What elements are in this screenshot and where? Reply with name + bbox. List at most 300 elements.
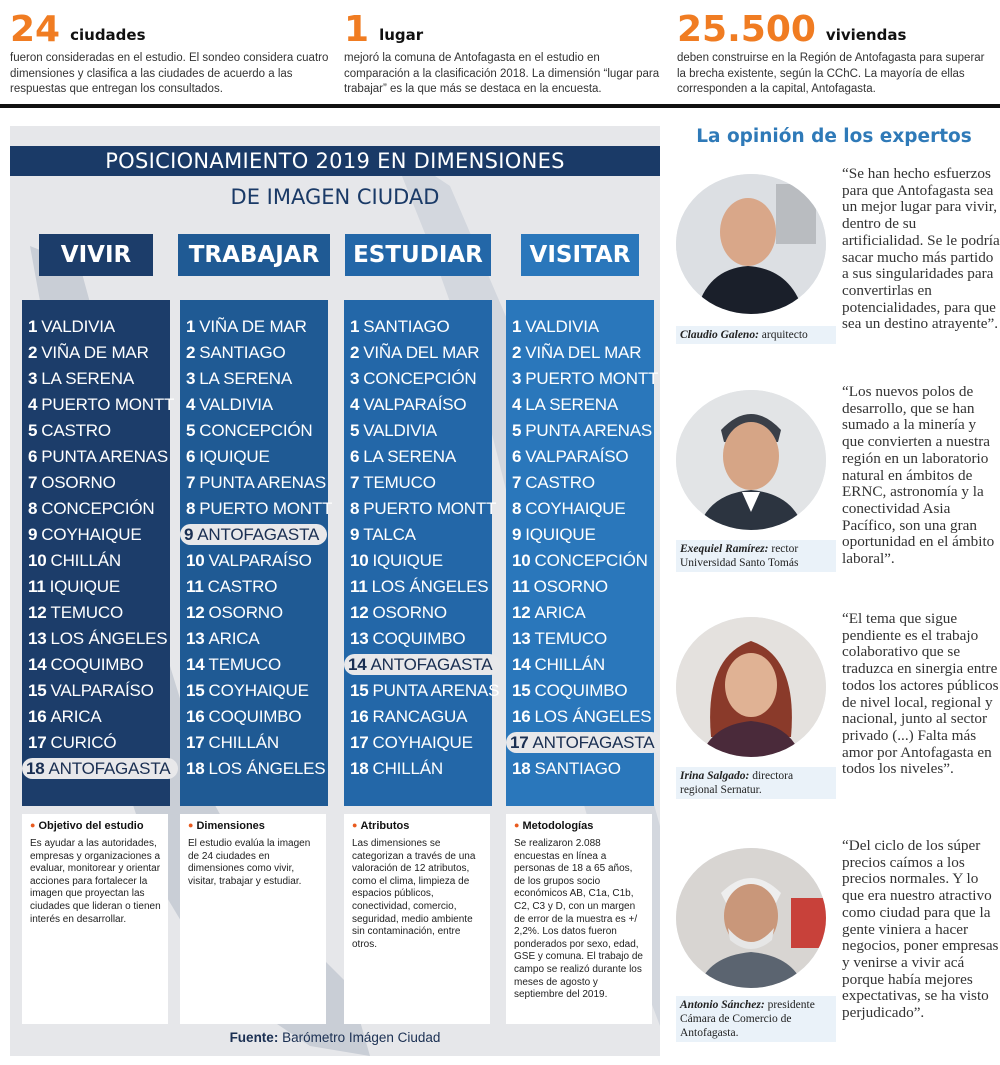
city-name: IQUIQUE bbox=[525, 525, 596, 544]
ranking-row bbox=[22, 756, 170, 782]
ranking-entry bbox=[512, 421, 652, 440]
ranking-row bbox=[344, 496, 497, 522]
note-body: Las dimensiones se categorizan a través de una valoración de 12 atributos, como el clima, limpieza de espacios públicos, conectividad, comercio, seguridad, medio ambiente sin contaminación, entre otros. bbox=[352, 838, 476, 950]
ranking-entry bbox=[512, 525, 596, 544]
source-label: Fuente: bbox=[229, 1030, 279, 1045]
city-name: CONCEPCIÓN bbox=[199, 421, 313, 440]
rank-number: 8 bbox=[350, 499, 360, 518]
city-name: IQUIQUE bbox=[372, 551, 443, 570]
rank-number: 4 bbox=[28, 395, 38, 414]
stat-cities bbox=[10, 9, 330, 98]
expert-quote: “Los nuevos polos de desarrollo, que se han sumado a la minería y que convierten a nuestra región en un laboratorio natural en ámbitos de ERNC, astronomía y la conectividad Asia Pacífico, son una gran oportunidad en el ámbito laboral”. bbox=[842, 383, 995, 568]
city-name: VIÑA DE MAR bbox=[41, 343, 149, 362]
rank-number: 8 bbox=[512, 499, 522, 518]
rank-number: 17 bbox=[350, 733, 369, 752]
city-name: LA SERENA bbox=[363, 447, 456, 466]
stat-housing bbox=[677, 9, 993, 98]
rank-number: 5 bbox=[350, 421, 360, 440]
ranking-entry bbox=[350, 551, 443, 570]
rank-number: 18 bbox=[512, 759, 531, 778]
ranking-entry bbox=[186, 499, 332, 518]
rank-number: 12 bbox=[512, 603, 531, 622]
city-name: ARICA bbox=[208, 629, 260, 648]
ranking-entry bbox=[28, 707, 101, 726]
rank-number: 7 bbox=[512, 473, 522, 492]
ranking-entry bbox=[28, 317, 115, 336]
ranking-entry bbox=[186, 707, 301, 726]
rank-number: 11 bbox=[28, 577, 46, 596]
ranking-row bbox=[506, 574, 654, 600]
ranking-entry bbox=[350, 317, 450, 336]
ranking-row bbox=[506, 730, 654, 756]
rank-number: 14 bbox=[512, 655, 531, 674]
ranking-row bbox=[344, 366, 492, 392]
ranking-entry bbox=[186, 421, 313, 440]
section-divider bbox=[0, 104, 1000, 108]
rank-number: 2 bbox=[186, 343, 196, 362]
ranking-entry bbox=[186, 317, 307, 336]
city-name: COYHAIQUE bbox=[208, 681, 309, 700]
rank-number: 9 bbox=[350, 525, 360, 544]
ranking-row bbox=[180, 340, 328, 366]
column-heading: VIVIR bbox=[39, 234, 153, 276]
ranking-entry bbox=[506, 732, 660, 753]
ranking-row bbox=[506, 392, 654, 418]
rank-number: 6 bbox=[186, 447, 196, 466]
ranking-entry bbox=[180, 524, 327, 545]
ranking-row bbox=[22, 626, 170, 652]
ranking-entry bbox=[512, 395, 618, 414]
rank-number: 4 bbox=[350, 395, 360, 414]
ranking-entry bbox=[28, 343, 149, 362]
expert-exequiel-ramirez bbox=[672, 384, 1000, 594]
ranking-entry bbox=[186, 551, 312, 570]
city-name: LOS ÁNGELES bbox=[534, 707, 652, 726]
ranking-row bbox=[344, 730, 492, 756]
city-name: PUERTO MONTT bbox=[41, 395, 175, 414]
column-heading: TRABAJAR bbox=[178, 234, 330, 276]
ranking-entry bbox=[350, 447, 456, 466]
city-name: ANTOFAGASTA bbox=[48, 759, 171, 778]
rank-number: 11 bbox=[512, 577, 530, 596]
stat-description: deben construirse en la Región de Antofagasta para superar la brecha existente, según la CChC. La mayoría de ellas corresponden a la capital, Antofagasta. bbox=[677, 52, 985, 95]
city-name: CASTRO bbox=[41, 421, 111, 440]
note-title: ● Metodologías bbox=[514, 820, 646, 832]
ranking-row bbox=[506, 314, 654, 340]
city-name: VIÑA DE MAR bbox=[199, 317, 307, 336]
city-name: LA SERENA bbox=[199, 369, 292, 388]
rank-number: 6 bbox=[512, 447, 522, 466]
ranking-entry bbox=[186, 733, 279, 752]
ranking-row bbox=[506, 678, 654, 704]
ranking-row bbox=[180, 392, 328, 418]
city-name: TEMUCO bbox=[50, 603, 123, 622]
city-name: ARICA bbox=[50, 707, 102, 726]
ranking-row bbox=[506, 470, 654, 496]
ranking-row bbox=[180, 496, 333, 522]
rank-number: 18 bbox=[350, 759, 369, 778]
city-name: OSORNO bbox=[372, 603, 447, 622]
ranking-entry bbox=[186, 603, 283, 622]
rank-number: 3 bbox=[512, 369, 522, 388]
ranking-entry bbox=[344, 654, 500, 675]
note-objetivo bbox=[22, 814, 168, 1024]
expert-caption bbox=[676, 540, 836, 572]
ranking-row bbox=[344, 470, 492, 496]
rank-number: 14 bbox=[186, 655, 205, 674]
rank-number: 3 bbox=[186, 369, 196, 388]
ranking-row bbox=[506, 418, 654, 444]
expert-name: Exequiel Ramírez: bbox=[680, 543, 769, 555]
ranking-row bbox=[180, 600, 328, 626]
rank-number: 11 bbox=[186, 577, 204, 596]
ranking-entry bbox=[512, 343, 641, 362]
ranking-entry bbox=[512, 629, 607, 648]
ranking-row bbox=[22, 392, 175, 418]
ranking-row bbox=[344, 600, 492, 626]
rank-number: 4 bbox=[186, 395, 196, 414]
rank-number: 5 bbox=[512, 421, 522, 440]
expert-caption bbox=[676, 767, 836, 799]
city-name: LOS ÁNGELES bbox=[208, 759, 326, 778]
city-name: PUNTA ARENAS bbox=[372, 681, 500, 700]
rank-number: 11 bbox=[350, 577, 368, 596]
ranking-entry bbox=[350, 603, 447, 622]
ranking-row bbox=[180, 704, 328, 730]
source-text: Barómetro Imágen Ciudad bbox=[282, 1030, 441, 1045]
note-body: Es ayudar a las autoridades, empresas y organizaciones a evaluar, monitorear y orientar acciones para fortalecer la imagen que proyectan las ciudades que lideran o tienen interés en desarrollar. bbox=[30, 838, 161, 925]
column-vivir bbox=[22, 234, 175, 778]
ranking-row bbox=[180, 626, 328, 652]
note-title: ● Dimensiones bbox=[188, 820, 320, 832]
rank-number: 1 bbox=[28, 317, 38, 336]
stats-bar bbox=[0, 0, 1000, 112]
ranking-row bbox=[180, 470, 328, 496]
ranking-entry bbox=[350, 577, 488, 596]
rank-number: 1 bbox=[186, 317, 196, 336]
expert-caption bbox=[676, 996, 836, 1042]
city-name: CONCEPCIÓN bbox=[534, 551, 648, 570]
rank-number: 6 bbox=[28, 447, 38, 466]
note-title: ● Objetivo del estudio bbox=[30, 820, 162, 832]
rank-number: 7 bbox=[186, 473, 196, 492]
ranking-list bbox=[344, 300, 500, 806]
ranking-row bbox=[506, 626, 654, 652]
city-name: CONCEPCIÓN bbox=[363, 369, 477, 388]
ranking-row bbox=[344, 314, 492, 340]
city-name: LOS ÁNGELES bbox=[371, 577, 489, 596]
city-name: PUERTO MONTT bbox=[525, 369, 659, 388]
ranking-row bbox=[344, 704, 492, 730]
city-name: SANTIAGO bbox=[363, 317, 450, 336]
ranking-entry bbox=[28, 473, 116, 492]
rank-number: 13 bbox=[186, 629, 205, 648]
ranking-row bbox=[506, 522, 654, 548]
ranking-entry bbox=[186, 759, 325, 778]
ranking-row bbox=[344, 626, 492, 652]
ranking-row bbox=[344, 392, 492, 418]
rank-number: 14 bbox=[28, 655, 47, 674]
city-name: COYHAIQUE bbox=[372, 733, 473, 752]
rank-number: 17 bbox=[186, 733, 205, 752]
rank-number: 16 bbox=[28, 707, 47, 726]
ranking-row bbox=[22, 366, 170, 392]
expert-quote: “El tema que sigue pendiente es el trabajo colaborativo que se traduzca en sinergia entre todos los actores públicos de nivel local, regional y nacional, junto al sector privado (...) Falta más amor por Antofagasta en todos los niveles”. bbox=[842, 610, 999, 778]
city-name: ANTOFAGASTA bbox=[197, 525, 320, 544]
rank-number: 15 bbox=[350, 681, 369, 700]
ranking-entry bbox=[28, 447, 168, 466]
rank-number: 6 bbox=[350, 447, 360, 466]
ranking-row bbox=[506, 600, 654, 626]
ranking-entry bbox=[186, 629, 259, 648]
ranking-row bbox=[506, 496, 654, 522]
column-estudiar bbox=[344, 234, 500, 778]
ranking-row bbox=[344, 574, 492, 600]
ranking-row bbox=[180, 548, 328, 574]
ranking-row bbox=[22, 340, 170, 366]
city-name: OSORNO bbox=[208, 603, 283, 622]
rank-number: 14 bbox=[348, 655, 367, 674]
city-name: TALCA bbox=[363, 525, 416, 544]
rank-number: 10 bbox=[512, 551, 531, 570]
rank-number: 3 bbox=[28, 369, 38, 388]
city-name: CURICÓ bbox=[50, 733, 117, 752]
ranking-row bbox=[506, 340, 654, 366]
city-name: COQUIMBO bbox=[50, 655, 144, 674]
rank-number: 7 bbox=[350, 473, 360, 492]
city-name: CASTRO bbox=[207, 577, 278, 596]
expert-role: rector Universidad Santo Tomás bbox=[680, 543, 799, 569]
ranking-entry bbox=[28, 629, 167, 648]
ranking-entry bbox=[512, 551, 648, 570]
stat-unit: viviendas bbox=[825, 26, 907, 44]
ranking-entry bbox=[350, 707, 467, 726]
city-name: VALPARAÍSO bbox=[50, 681, 154, 700]
city-name: IQUIQUE bbox=[199, 447, 270, 466]
ranking-row bbox=[344, 756, 492, 782]
ranking-entry bbox=[350, 681, 499, 700]
ranking-row bbox=[344, 340, 492, 366]
rank-number: 12 bbox=[350, 603, 369, 622]
ranking-row bbox=[22, 470, 170, 496]
ranking-entry bbox=[350, 473, 436, 492]
ranking-entry bbox=[350, 525, 416, 544]
rank-number: 5 bbox=[186, 421, 196, 440]
ranking-entry bbox=[512, 655, 605, 674]
city-name: ANTOFAGASTA bbox=[370, 655, 493, 674]
ranking-row bbox=[506, 652, 654, 678]
city-name: VALPARAÍSO bbox=[525, 447, 629, 466]
rank-number: 10 bbox=[186, 551, 205, 570]
ranking-entry bbox=[28, 577, 120, 596]
city-name: TEMUCO bbox=[363, 473, 436, 492]
city-name: VALDIVIA bbox=[199, 395, 273, 414]
rank-number: 8 bbox=[28, 499, 38, 518]
city-name: PUNTA ARENAS bbox=[199, 473, 326, 492]
ranking-entry bbox=[512, 759, 621, 778]
ranking-entry bbox=[28, 603, 123, 622]
avatar bbox=[676, 617, 826, 757]
city-name: CASTRO bbox=[525, 473, 595, 492]
city-name: CONCEPCIÓN bbox=[41, 499, 155, 518]
ranking-entry bbox=[22, 758, 178, 779]
ranking-row bbox=[506, 704, 654, 730]
ranking-list bbox=[506, 300, 659, 806]
rank-number: 4 bbox=[512, 395, 522, 414]
ranking-entry bbox=[28, 369, 134, 388]
city-name: SANTIAGO bbox=[199, 343, 286, 362]
ranking-entry bbox=[350, 733, 473, 752]
ranking-row bbox=[22, 600, 170, 626]
ranking-entry bbox=[512, 369, 658, 388]
city-name: VIÑA DEL MAR bbox=[525, 343, 642, 362]
rank-number: 5 bbox=[28, 421, 38, 440]
note-dimensiones bbox=[180, 814, 326, 1024]
ranking-row bbox=[344, 548, 492, 574]
ranking-row bbox=[180, 730, 328, 756]
ranking-row bbox=[180, 418, 328, 444]
ranking-row bbox=[344, 522, 492, 548]
ranking-entry bbox=[350, 421, 437, 440]
city-name: COYHAIQUE bbox=[525, 499, 626, 518]
expert-caption bbox=[676, 326, 836, 344]
ranking-row bbox=[180, 574, 328, 600]
infographic-subtitle: DE IMAGEN CIUDAD bbox=[230, 185, 440, 209]
city-name: COYHAIQUE bbox=[41, 525, 142, 544]
rank-number: 10 bbox=[350, 551, 369, 570]
avatar bbox=[676, 848, 826, 988]
ranking-entry bbox=[512, 577, 608, 596]
rank-number: 2 bbox=[512, 343, 522, 362]
rank-number: 15 bbox=[28, 681, 47, 700]
stat-unit: lugar bbox=[379, 26, 424, 44]
expert-role: presidente Cámara de Comercio de Antofagasta. bbox=[680, 999, 815, 1039]
stat-unit: ciudades bbox=[70, 26, 146, 44]
ranking-row bbox=[180, 444, 328, 470]
expert-quote: “Se han hecho esfuerzos para que Antofagasta sea un mejor lugar para vivir, dentro de su artificialidad. Se le podría sacar mucho más partido a sus singularidades para convertirlas en potencialidades, para que sea un destino atrayente”. bbox=[842, 165, 1000, 333]
city-name: VIÑA DEL MAR bbox=[363, 343, 480, 362]
city-name: CHILLÁN bbox=[50, 551, 121, 570]
ranking-row bbox=[180, 678, 328, 704]
ranking-row bbox=[22, 652, 170, 678]
infographic-title: POSICIONAMIENTO 2019 EN DIMENSIONES bbox=[10, 146, 660, 176]
city-name: IQUIQUE bbox=[49, 577, 120, 596]
ranking-row bbox=[344, 444, 492, 470]
expert-irina-salgado bbox=[672, 611, 1000, 811]
city-name: LA SERENA bbox=[41, 369, 134, 388]
ranking-row bbox=[22, 678, 170, 704]
ranking-entry bbox=[28, 525, 141, 544]
ranking-row bbox=[22, 314, 170, 340]
avatar bbox=[676, 390, 826, 530]
city-name: VALPARAÍSO bbox=[363, 395, 467, 414]
rank-number: 16 bbox=[186, 707, 205, 726]
ranking-entry bbox=[186, 343, 286, 362]
expert-antonio-sanchez bbox=[672, 838, 1000, 1058]
city-name: LA SERENA bbox=[525, 395, 618, 414]
city-name: VALPARAÍSO bbox=[208, 551, 312, 570]
rank-number: 17 bbox=[28, 733, 47, 752]
city-name: COQUIMBO bbox=[372, 629, 466, 648]
rank-number: 16 bbox=[350, 707, 369, 726]
rank-number: 18 bbox=[186, 759, 205, 778]
ranking-row bbox=[506, 548, 654, 574]
rank-number: 8 bbox=[186, 499, 196, 518]
rank-number: 17 bbox=[510, 733, 529, 752]
rank-number: 9 bbox=[28, 525, 38, 544]
column-heading: ESTUDIAR bbox=[345, 234, 491, 276]
ranking-entry bbox=[512, 473, 595, 492]
ranking-entry bbox=[350, 629, 465, 648]
ranking-entry bbox=[186, 369, 292, 388]
city-name: COQUIMBO bbox=[208, 707, 302, 726]
ranking-row bbox=[344, 652, 492, 678]
note-body: Se realizaron 2.088 encuestas en línea a personas de 18 a 65 años, de los grupos socio económicos AB, C1a, C1b, C2, C3 y D, con un margen de error de la muestra es +/ 2,2%. Los datos fueron ponderados por sexo, edad, GSE y comuna. El trabajo de campo se realizó durante los meses de agosto y septiembre del 2019. bbox=[514, 838, 643, 1001]
ranking-entry bbox=[28, 655, 143, 674]
experts-title: La opinión de los expertos bbox=[696, 126, 972, 147]
rank-number: 12 bbox=[28, 603, 47, 622]
ranking-entry bbox=[28, 421, 111, 440]
ranking-entry bbox=[28, 395, 174, 414]
note-metodologias bbox=[506, 814, 652, 1024]
ranking-row bbox=[506, 444, 654, 470]
ranking-entry bbox=[512, 447, 628, 466]
stat-description: fueron consideradas en el estudio. El sondeo considera cuatro dimensiones y clasifica a las ciudades de acuerdo a las respuestas que entregan los consultados. bbox=[10, 52, 329, 95]
city-name: ANTOFAGASTA bbox=[532, 733, 655, 752]
ranking-entry bbox=[28, 551, 121, 570]
rank-number: 3 bbox=[350, 369, 360, 388]
city-name: OSORNO bbox=[41, 473, 116, 492]
ranking-entry bbox=[512, 603, 585, 622]
ranking-entry bbox=[350, 343, 479, 362]
ranking-row bbox=[22, 444, 170, 470]
rank-number: 7 bbox=[28, 473, 38, 492]
rank-number: 13 bbox=[512, 629, 531, 648]
column-trabajar bbox=[180, 234, 333, 778]
ranking-entry bbox=[350, 395, 466, 414]
column-visitar bbox=[506, 234, 659, 778]
ranking-entry bbox=[28, 733, 116, 752]
city-name: PUNTA ARENAS bbox=[41, 447, 168, 466]
rank-number: 2 bbox=[350, 343, 360, 362]
stat-description: mejoró la comuna de Antofagasta en el estudio en comparación a la clasificación 2018. La dimensión “lugar para trabajar” es la que más se destaca en la encuesta. bbox=[344, 52, 660, 95]
rank-number: 9 bbox=[512, 525, 522, 544]
column-heading: VISITAR bbox=[521, 234, 639, 276]
ranking-entry bbox=[186, 473, 326, 492]
ranking-row bbox=[180, 652, 328, 678]
ranking-entry bbox=[28, 681, 154, 700]
city-name: RANCAGUA bbox=[372, 707, 468, 726]
city-name: SANTIAGO bbox=[534, 759, 621, 778]
city-name: CHILLÁN bbox=[372, 759, 443, 778]
city-name: COQUIMBO bbox=[534, 681, 628, 700]
city-name: VALDIVIA bbox=[363, 421, 437, 440]
avatar bbox=[676, 174, 826, 314]
ranking-row bbox=[22, 548, 170, 574]
infographic-panel bbox=[10, 126, 660, 1056]
city-name: CHILLÁN bbox=[208, 733, 279, 752]
stat-number: 24 bbox=[10, 9, 61, 50]
city-name: ARICA bbox=[534, 603, 586, 622]
ranking-row bbox=[22, 730, 170, 756]
ranking-entry bbox=[512, 317, 599, 336]
expert-name: Claudio Galeno: bbox=[680, 329, 759, 341]
city-name: CHILLÁN bbox=[534, 655, 605, 674]
city-name: VALDIVIA bbox=[41, 317, 115, 336]
rank-number: 16 bbox=[512, 707, 531, 726]
ranking-entry bbox=[186, 395, 273, 414]
note-atributos bbox=[344, 814, 490, 1024]
